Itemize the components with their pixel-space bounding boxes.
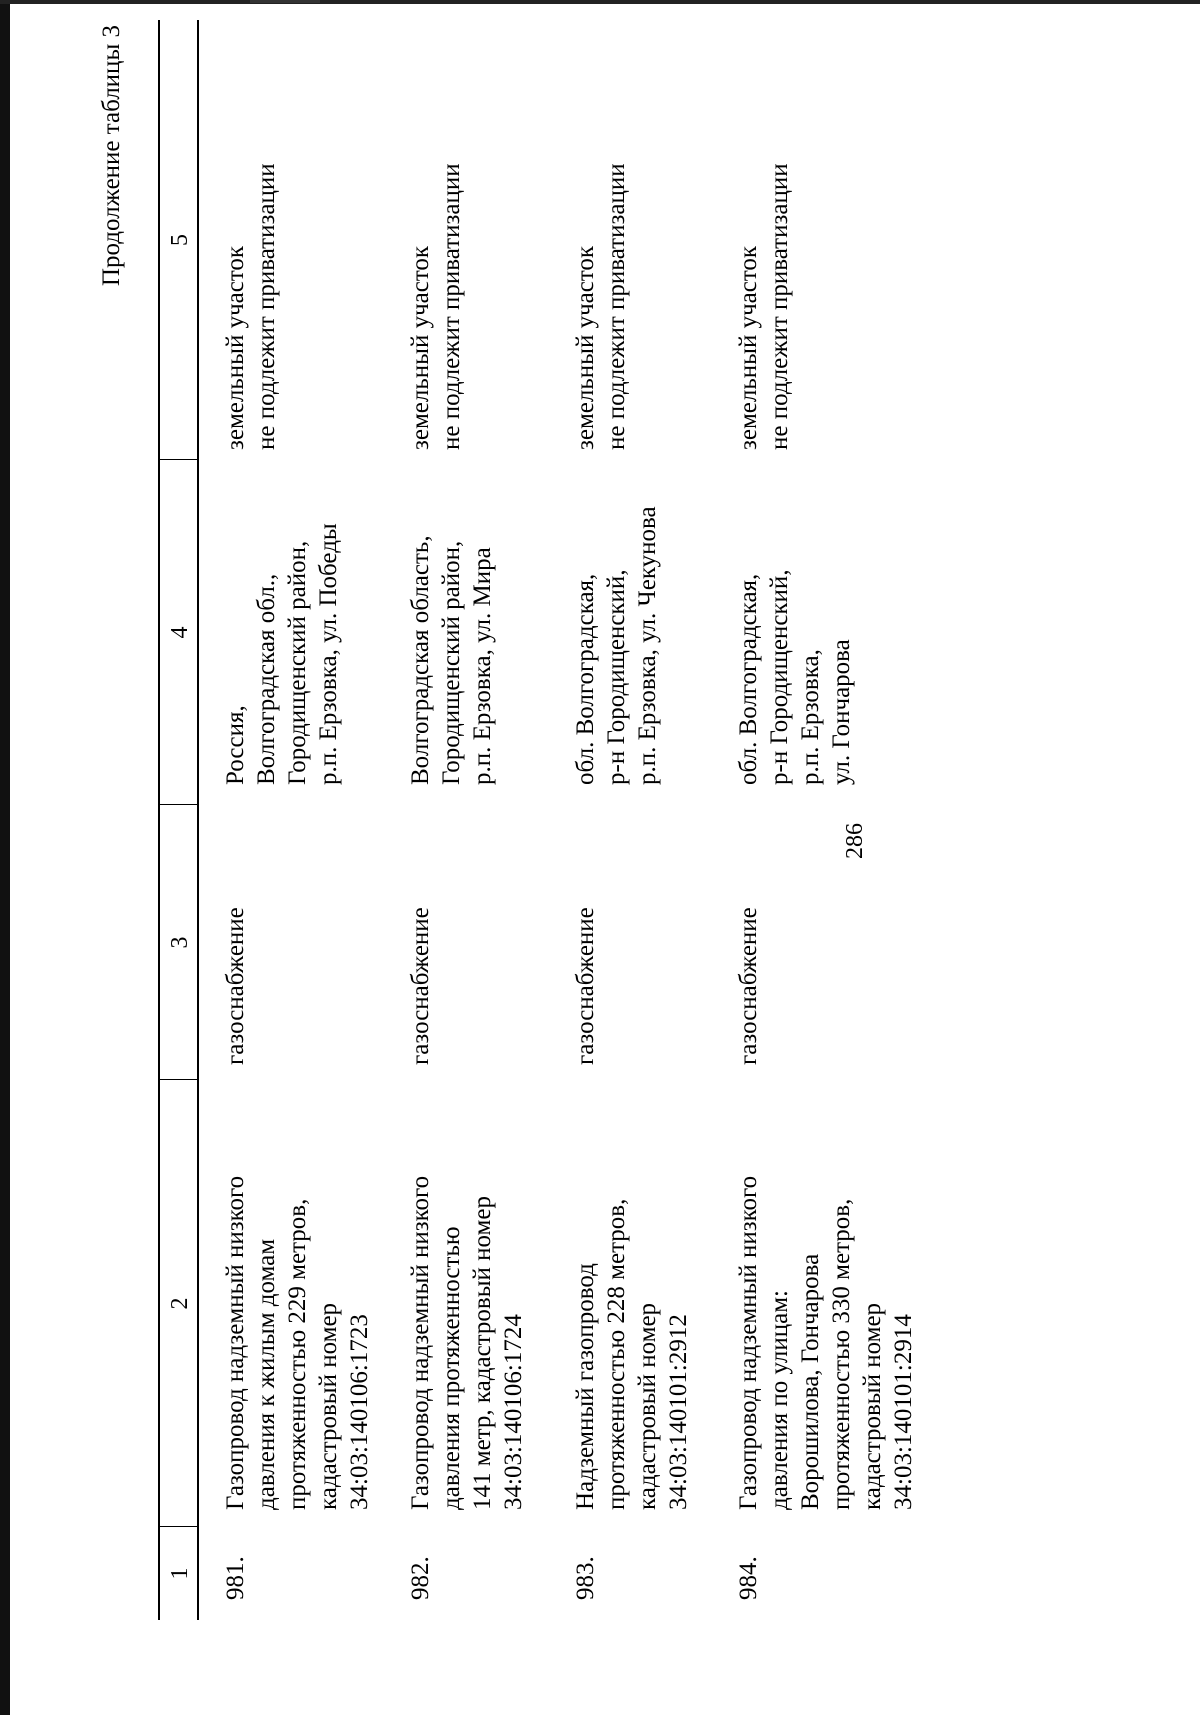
object-note: земельный участок не подлежит приватизации — [572, 163, 630, 450]
row-number: 981. — [222, 1556, 249, 1600]
object-address: Россия, Волгоградская обл., Городищенский район, р.п. Ерзовка, ул. Победы — [222, 523, 342, 785]
object-address: Волгоградская область, Городищенский район, р.п. Ерзовка, ул. Мира — [407, 535, 496, 785]
column-header-3: 3 — [167, 936, 193, 949]
column-header-1: 1 — [167, 1567, 193, 1580]
column-header-5: 5 — [167, 234, 193, 246]
object-description: Надземный газопровод протяженностью 228 метров, кадастровый номер 34:03:140101:2912 — [572, 1198, 692, 1510]
object-note: земельный участок не подлежит приватизации — [735, 163, 793, 450]
page-number: 286 — [842, 823, 868, 859]
object-purpose: газоснабжение — [572, 907, 599, 1065]
object-purpose: газоснабжение — [222, 907, 249, 1065]
object-purpose: газоснабжение — [735, 907, 762, 1065]
column-header-4: 4 — [167, 626, 193, 639]
object-note: земельный участок не подлежит приватизации — [407, 163, 465, 450]
object-address: обл. Волгоградская, р-н Городищенский, р.п. Ерзовка, ул. Гончарова — [735, 569, 855, 785]
object-address: обл. Волгоградская, р-н Городищенский, р.п. Ерзовка, ул. Чекунова — [572, 506, 661, 785]
row-number: 983. — [572, 1556, 599, 1600]
object-description: Газопровод надземный низкого давления протяженностью 141 метр, кадастровый номер 34:03:140106:1724 — [407, 1175, 527, 1510]
object-description: Газопровод надземный низкого давления к жилым домам протяженностью 229 метров, кадастровый номер 34:03:140106:1723 — [222, 1175, 373, 1510]
table-caption: Продолжение таблицы 3 — [98, 25, 125, 287]
object-purpose: газоснабжение — [407, 907, 434, 1065]
row-number: 982. — [407, 1556, 434, 1600]
row-number: 984. — [735, 1556, 762, 1600]
object-note: земельный участок не подлежит приватизации — [222, 163, 280, 450]
column-header-2: 2 — [167, 1297, 193, 1310]
object-description: Газопровод надземный низкого давления по улицам: Ворошилова, Гончарова протяженностью 330 метров, кадастровый номер 34:03:140101:2914 — [735, 1175, 917, 1510]
